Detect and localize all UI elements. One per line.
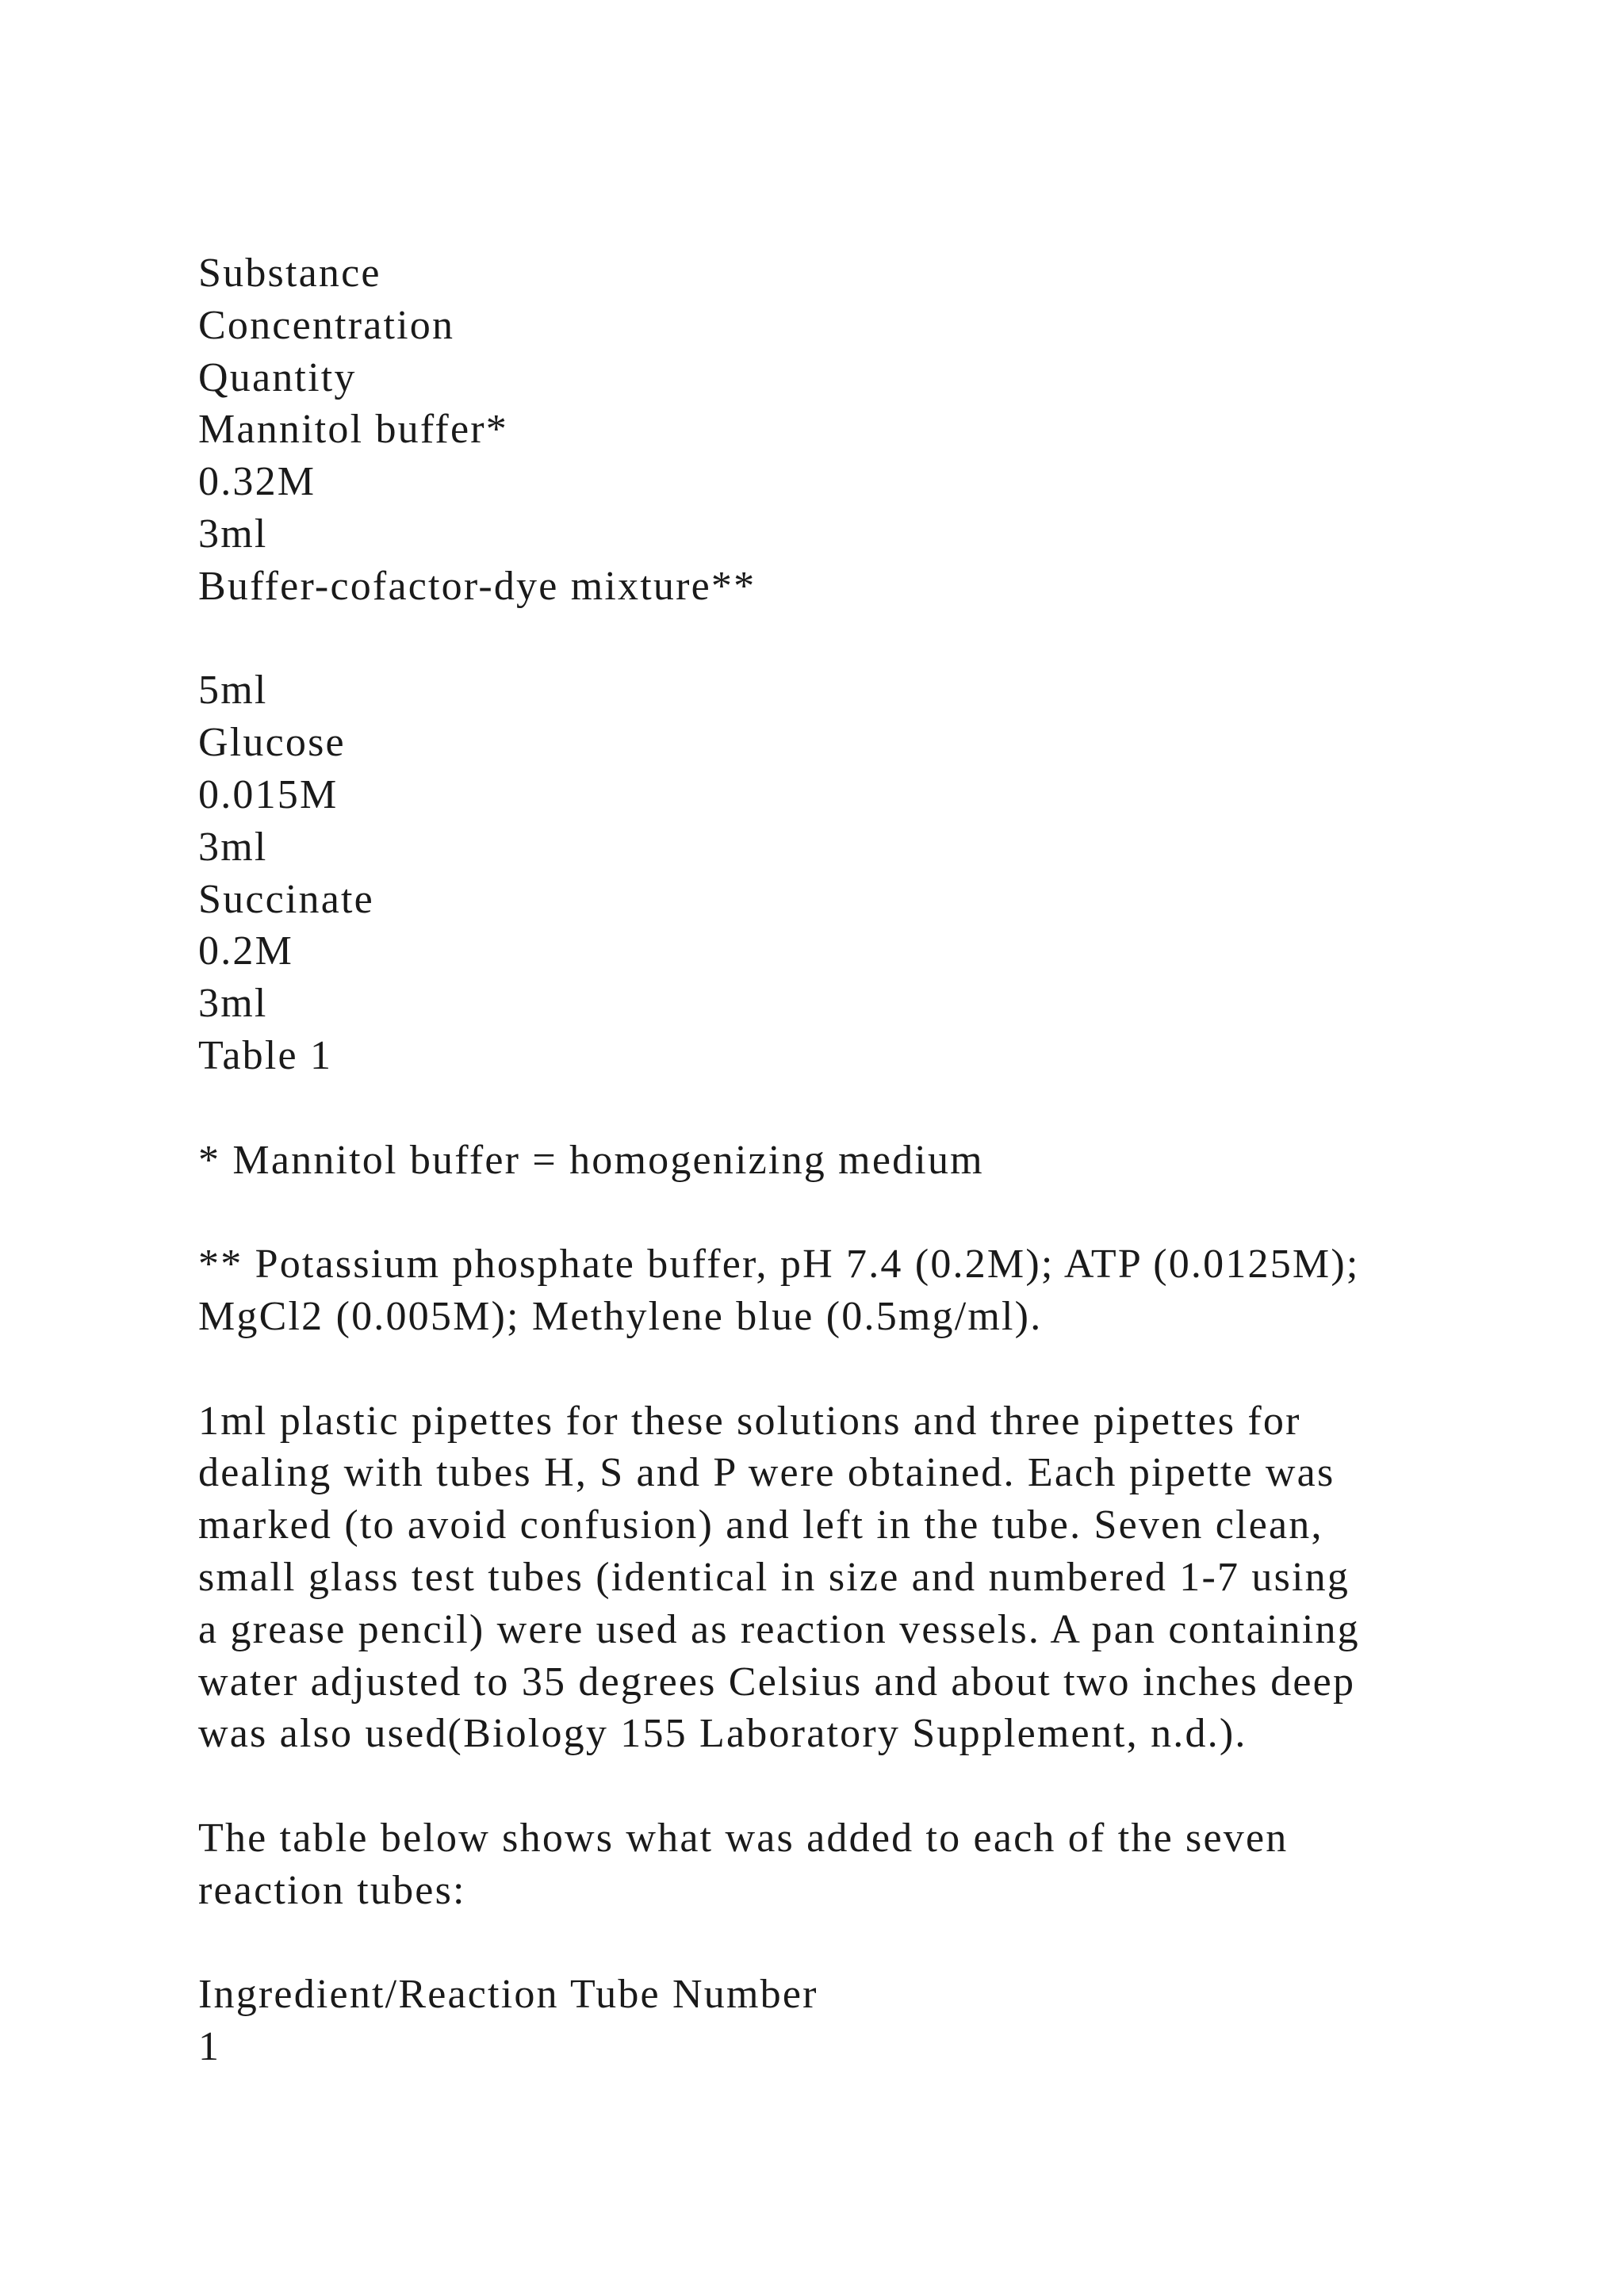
table1-row-concentration: 0.015M	[198, 771, 339, 817]
paragraph-line: The table below shows what was added to each of the seven	[198, 1815, 1289, 1861]
paragraph-line: water adjusted to 35 degrees Celsius and about two inches deep	[198, 1659, 1356, 1705]
spacer	[198, 1343, 1435, 1395]
table1-row-quantity: 3ml	[198, 981, 268, 1027]
footnote-mannitol: * Mannitol buffer = homogenizing medium	[198, 1137, 984, 1183]
table2-column-1: 1	[198, 2024, 221, 2070]
table1-row-substance: Succinate	[198, 876, 374, 922]
paragraph-line: marked (to avoid confusion) and left in the tube. Seven clean,	[198, 1502, 1323, 1548]
document-body	[198, 247, 1435, 2073]
spacer	[198, 1917, 1435, 1969]
table1-header-concentration: Concentration	[198, 302, 455, 348]
table1-row-concentration: 0.2M	[198, 928, 294, 974]
table1-row-substance: Buffer-cofactor-dye mixture**	[198, 563, 756, 609]
paragraph-line: was also used(Biology 155 Laboratory Supplement, n.d.).	[198, 1711, 1247, 1757]
table1-row-quantity: 3ml	[198, 511, 268, 557]
table1-header-substance: Substance	[198, 251, 381, 296]
table1-row-substance: Glucose	[198, 720, 346, 766]
paragraph-line: small glass test tubes (identical in size and numbered 1-7 using	[198, 1554, 1350, 1600]
table2-header: Ingredient/Reaction Tube Number	[198, 1972, 818, 2018]
table1-caption: Table 1	[198, 1032, 333, 1078]
paragraph-line: a grease pencil) were used as reaction vessels. A pan containing	[198, 1606, 1360, 1652]
table1-row-concentration	[198, 613, 1435, 665]
spacer	[198, 1082, 1435, 1135]
table1-row-quantity: 3ml	[198, 824, 268, 870]
table1-row-substance: Mannitol buffer*	[198, 407, 508, 453]
footnote-buffer-mixture-line: MgCl2 (0.005M); Methylene blue (0.5mg/ml).	[198, 1293, 1043, 1339]
spacer	[198, 1186, 1435, 1238]
table1-header-quantity: Quantity	[198, 354, 357, 400]
footnote-buffer-mixture-line: ** Potassium phosphate buffer, pH 7.4 (0.2M); ATP (0.0125M);	[198, 1242, 1360, 1288]
paragraph-line: dealing with tubes H, S and P were obtained. Each pipette was	[198, 1450, 1335, 1496]
table1-row-quantity: 5ml	[198, 668, 268, 714]
paragraph-line: 1ml plastic pipettes for these solutions and three pipettes for	[198, 1398, 1301, 1444]
spacer	[198, 1760, 1435, 1812]
paragraph-line: reaction tubes:	[198, 1867, 466, 1913]
table1-row-concentration: 0.32M	[198, 459, 316, 505]
